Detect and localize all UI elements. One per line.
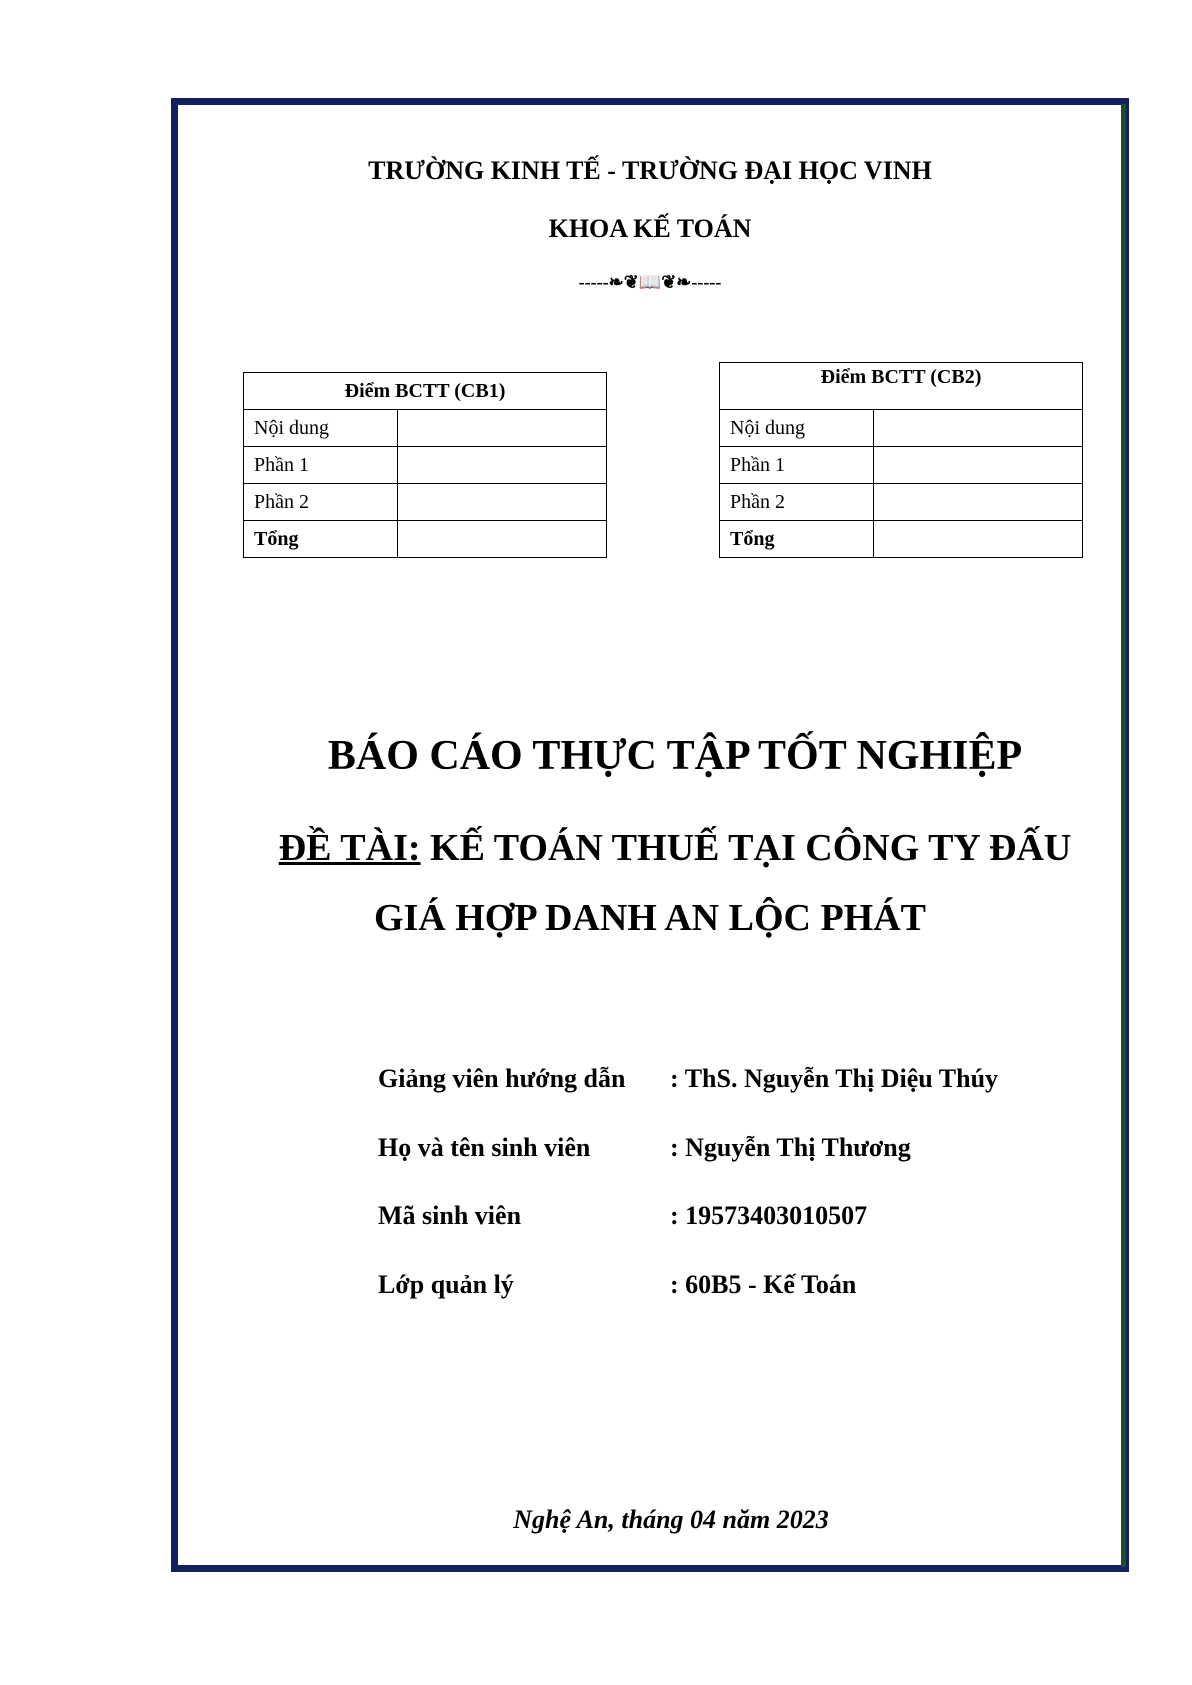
topic-label: ĐỀ TÀI: [278, 827, 421, 869]
row-value-total [874, 521, 1083, 558]
table-row [720, 447, 1083, 484]
info-value: : 19573403010507 [670, 1201, 868, 1230]
info-label: Giảng viên hướng dẫn [378, 1064, 626, 1093]
row-value [398, 410, 607, 447]
info-label: Họ và tên sinh viên [378, 1133, 591, 1162]
row-label: Nội dung [244, 410, 398, 447]
info-row-student-id [378, 1201, 867, 1231]
table-row [720, 521, 1083, 558]
report-title: BÁO CÁO THỰC TẬP TỐT NGHIỆP [327, 733, 1023, 779]
topic-line-1 [171, 826, 1129, 870]
row-label: Nội dung [720, 410, 874, 447]
info-value: : 60B5 - Kế Toán [670, 1270, 857, 1299]
topic-line-2: GIÁ HỢP DANH AN LỘC PHÁT [373, 897, 927, 939]
info-value: : Nguyễn Thị Thương [670, 1133, 911, 1162]
score-table-cb2 [719, 362, 1083, 558]
row-value [398, 447, 607, 484]
row-value-total [398, 521, 607, 558]
table-row [244, 410, 607, 447]
table-row [244, 447, 607, 484]
row-value [874, 447, 1083, 484]
row-value [874, 484, 1083, 521]
row-value [398, 484, 607, 521]
place-date: Nghệ An, tháng 04 năm 2023 [513, 1505, 829, 1534]
row-label-total: Tổng [244, 521, 398, 558]
row-label: Phần 2 [720, 484, 874, 521]
row-label: Phần 1 [244, 447, 398, 484]
info-label: Mã sinh viên [378, 1201, 522, 1230]
score-table-title: Điểm BCTT (CB1) [244, 373, 607, 410]
table-row [244, 521, 607, 558]
table-row [244, 484, 607, 521]
info-row-advisor [378, 1064, 998, 1094]
table-row [720, 410, 1083, 447]
score-table-cb1 [243, 372, 607, 558]
table-row [720, 484, 1083, 521]
score-table-title: Điểm BCTT (CB2) [720, 363, 1083, 410]
info-label: Lớp quản lý [378, 1270, 514, 1299]
row-value [874, 410, 1083, 447]
topic-text-1: KẾ TOÁN THUẾ TẠI CÔNG TY ĐẤU [420, 827, 1072, 869]
school-name: TRƯỜNG KINH TẾ - TRƯỜNG ĐẠI HỌC VINH [368, 156, 932, 185]
row-label: Phần 2 [244, 484, 398, 521]
ornament-divider: -----❧❦📖❦❧----- [578, 272, 722, 292]
row-label: Phần 1 [720, 447, 874, 484]
info-row-class [378, 1270, 856, 1300]
faculty-name: KHOA KẾ TOÁN [548, 214, 752, 243]
info-value: : ThS. Nguyễn Thị Diệu Thúy [670, 1064, 999, 1093]
info-row-student-name [378, 1133, 911, 1163]
row-label-total: Tổng [720, 521, 874, 558]
